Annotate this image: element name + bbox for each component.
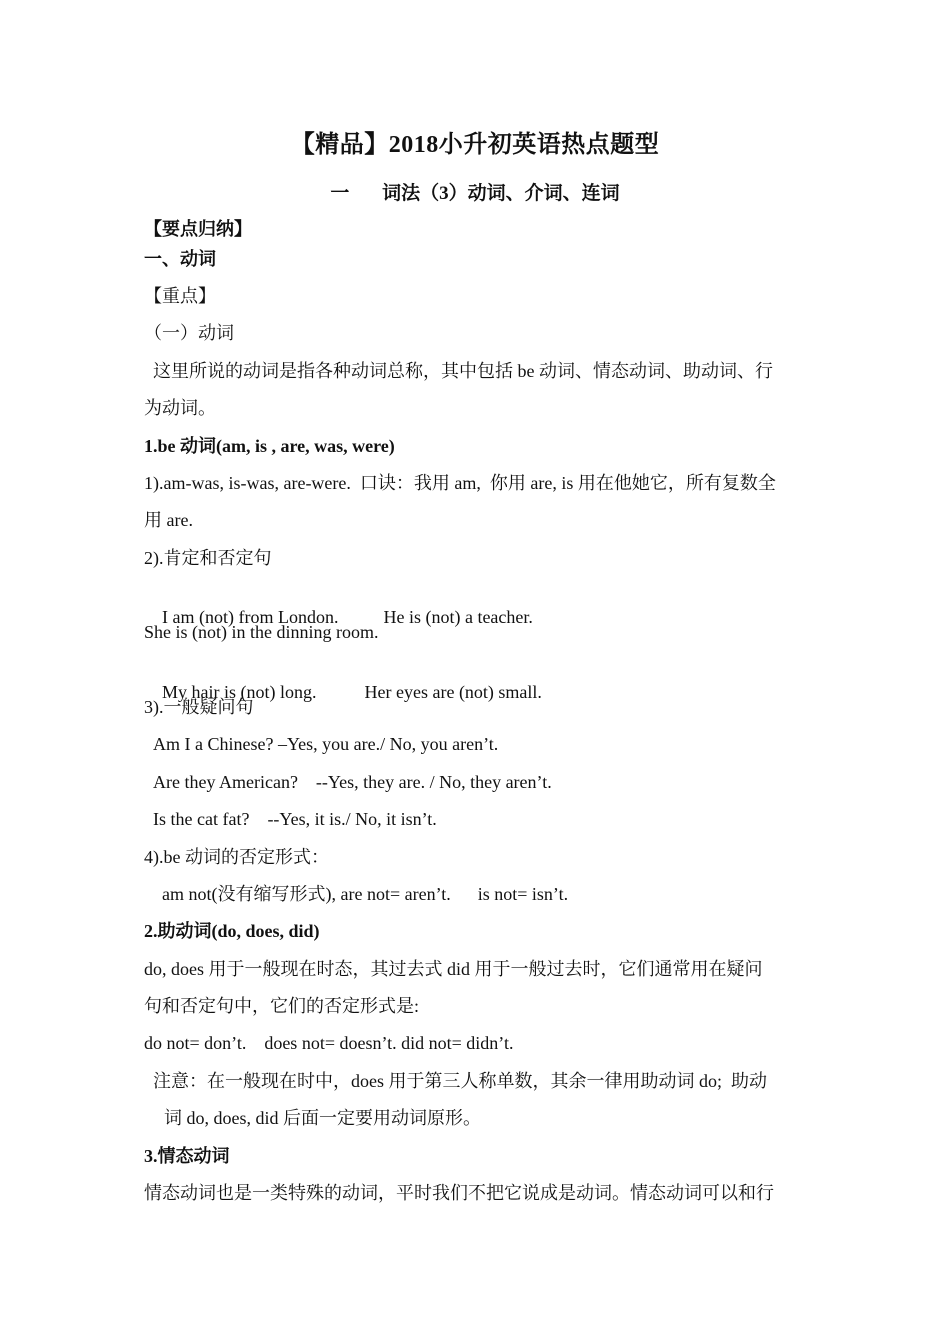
aux-heading: 2.助动词(do, does, did) bbox=[144, 921, 320, 941]
example-line-2: She is (not) in the dinning room. bbox=[144, 622, 379, 642]
question-1: Am I a Chinese? –Yes, you are./ No, you aren’t. bbox=[153, 734, 499, 754]
example-1b: He is (not) a teacher. bbox=[383, 607, 533, 627]
section1-heading: 一、动词 bbox=[144, 249, 216, 269]
negative-heading: 4).be 动词的否定形式： bbox=[144, 847, 329, 867]
be-heading: 1.be 动词(am, is , are, was, were) bbox=[144, 436, 395, 456]
note-line-1: 注意：在一般现在时中，does 用于第三人称单数，其余一律用助动词 do; 助动 bbox=[153, 1071, 767, 1091]
question-2: Are they American? --Yes, they are. / No, they aren’t. bbox=[153, 772, 552, 792]
be-rule-line-1: 1).am-was, is-was, are-were. 口诀：我用 am, 你用 are, is 用在他她它，所有复数全 bbox=[144, 473, 776, 493]
modal-line-1: 情态动词也是一类特殊的动词，平时我们不把它说成是动词。情态动词可以和行 bbox=[144, 1183, 774, 1203]
sub1-label: （一）动词 bbox=[144, 323, 234, 343]
example-1a: I am (not) from London. bbox=[162, 607, 339, 627]
question-3: Is the cat fat? --Yes, it is./ No, it isn’t. bbox=[153, 809, 437, 829]
document-title: 【精品】2018小升初英语热点题型 bbox=[290, 132, 660, 158]
subtitle-text: 词法（3）动词、介词、连词 bbox=[382, 183, 620, 204]
aux-line-2: 句和否定句中，它们的否定形式是: bbox=[144, 996, 419, 1016]
note-line-2: 词 do, does, did 后面一定要用动词原形。 bbox=[164, 1108, 481, 1128]
be-affirm-heading: 2).肯定和否定句 bbox=[144, 548, 272, 568]
intro-line-2: 为动词。 bbox=[144, 398, 216, 418]
modal-heading: 3.情态动词 bbox=[144, 1146, 230, 1166]
example-3a: My hair is (not) long. bbox=[162, 682, 317, 702]
question-heading: 3).一般疑问句 bbox=[144, 697, 254, 717]
document-subtitle bbox=[0, 178, 950, 205]
example-3b: Her eyes are (not) small. bbox=[364, 682, 542, 702]
aux-negative-forms: do not= don’t. does not= doesn’t. did not= didn’t. bbox=[144, 1033, 514, 1053]
negative-forms: am not(没有缩写形式), are not= aren’t. is not= isn’t. bbox=[162, 884, 569, 904]
key-points-heading: 【要点归纳】 bbox=[144, 219, 252, 239]
focus-label: 【重点】 bbox=[144, 286, 216, 306]
subtitle-number: 一 bbox=[330, 183, 350, 204]
be-rule-line-2: 用 are. bbox=[144, 510, 193, 530]
aux-line-1: do, does 用于一般现在时态，其过去式 did 用于一般过去时，它们通常用在疑问 bbox=[144, 959, 763, 979]
intro-line-1: 这里所说的动词是指各种动词总称，其中包括 be 动词、情态动词、助动词、行 bbox=[153, 361, 773, 381]
